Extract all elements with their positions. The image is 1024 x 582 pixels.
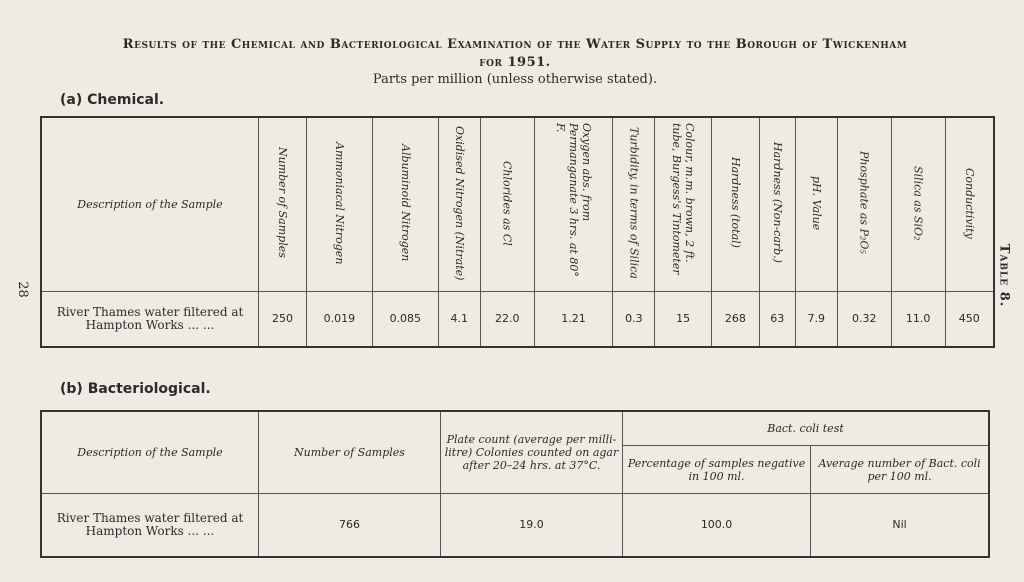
chem-cell-hardness-noncarb: 63: [759, 291, 795, 347]
chem-header-description: Description of the Sample: [41, 117, 259, 291]
chem-cell-oxygen: 1.21: [534, 291, 613, 347]
page-number: 28: [14, 281, 30, 298]
chem-header-turbidity: Turbidity, in terms of Silica: [627, 126, 641, 279]
chem-cell-chlorides: 22.0: [480, 291, 534, 347]
chemical-data-row: [41, 291, 994, 347]
chem-header-cell: [613, 117, 655, 291]
bact-cell-samples: 766: [259, 493, 441, 557]
chem-cell-ph: 7.9: [795, 291, 837, 347]
chem-cell-conductivity: 450: [945, 291, 994, 347]
chem-header-cell: [945, 117, 994, 291]
chemical-table: [40, 116, 995, 348]
chem-cell-silica: 11.0: [891, 291, 945, 347]
chem-cell-hardness-total: 268: [711, 291, 759, 347]
chem-cell-albuminoid: 0.085: [372, 291, 438, 347]
chem-header-oxygen: Oxygen abs. from Permanganate 3 hrs. at 80° F.: [554, 122, 594, 277]
bact-cell-plate-count: 19.0: [441, 493, 623, 557]
chem-header-silica: Silica as SiO₂: [911, 165, 925, 241]
chem-cell-phosphate: 0.32: [837, 291, 891, 347]
chem-header-albuminoid: Albuminoid Nitrogen: [398, 144, 412, 262]
chem-header-conductivity: Conductivity: [962, 167, 976, 239]
chem-header-cell: [480, 117, 534, 291]
bact-header-samples: Number of Samples: [259, 411, 441, 493]
chem-header-ammoniacal: Ammoniacal Nitrogen: [332, 141, 346, 265]
chem-cell-colour: 15: [655, 291, 712, 347]
chemical-section-label: (a) Chemical.: [60, 92, 165, 108]
units-note: Parts per million (unless otherwise stated).: [372, 72, 658, 87]
chem-header-cell: [655, 117, 712, 291]
chem-header-cell: [372, 117, 438, 291]
document-title: [40, 36, 990, 72]
chem-header-cell: [438, 117, 480, 291]
chem-cell-turbidity: 0.3: [613, 291, 655, 347]
chem-header-hardness-total: Hardness (total): [728, 157, 742, 249]
bact-header-coli-negative: Percentage of samples negative in 100 ml.: [623, 446, 811, 494]
chem-header-cell: [837, 117, 891, 291]
chem-header-phosphate: Phosphate as P₂O₅: [857, 151, 871, 255]
bact-data-row: [41, 493, 989, 557]
chem-header-cell: [711, 117, 759, 291]
table-label: Table 8.: [996, 243, 1012, 308]
bact-header-coli-group: Bact. coli test: [623, 411, 990, 446]
chem-header-oxidised: Oxidised Nitrogen (Nitrate): [452, 125, 466, 281]
bact-cell-description: River Thames water filtered at Hampton Works ... ...: [41, 493, 259, 557]
chem-header-cell: [259, 117, 307, 291]
chem-header-cell: [795, 117, 837, 291]
chemical-header-row: [41, 117, 994, 291]
bact-cell-coli-negative: 100.0: [623, 493, 811, 557]
bacteriological-section-label: (b) Bacteriological.: [60, 381, 211, 397]
bact-header-description: Description of the Sample: [41, 411, 259, 493]
bact-cell-coli-average: Nil: [811, 493, 989, 557]
chem-header-cell: [306, 117, 372, 291]
chem-header-colour: Colour, m.m. brown, 2 ft. tube, Burgess's Tintometer: [670, 122, 697, 275]
title-line-2: for 1951.: [479, 55, 551, 70]
chem-header-cell: [891, 117, 945, 291]
chem-cell-description: River Thames water filtered at Hampton Works ... ...: [41, 291, 259, 347]
bacteriological-table: [40, 410, 990, 558]
chem-cell-oxidised: 4.1: [438, 291, 480, 347]
title-line-1: Results of the Chemical and Bacteriological Examination of the Water Supply to the Borough of Twickenham: [122, 37, 908, 52]
chem-header-hardness-noncarb: Hardness (Non-carb.): [770, 142, 784, 264]
chem-header-cell: [759, 117, 795, 291]
chem-cell-samples: 250: [259, 291, 307, 347]
chem-header-samples: Number of Samples: [275, 147, 289, 259]
bact-header-plate-count: Plate count (average per milli-litre) Colonies counted on agar after 20–24 hrs. at 37°C.: [441, 411, 623, 493]
bact-header-row-1: [41, 411, 989, 446]
chem-header-cell: [534, 117, 613, 291]
chem-header-chlorides: Chlorides as Cl: [500, 160, 514, 246]
chem-cell-ammoniacal: 0.019: [306, 291, 372, 347]
chem-header-ph: pH. Value: [809, 175, 823, 230]
bact-header-coli-average: Average number of Bact. coli per 100 ml.: [811, 446, 989, 494]
